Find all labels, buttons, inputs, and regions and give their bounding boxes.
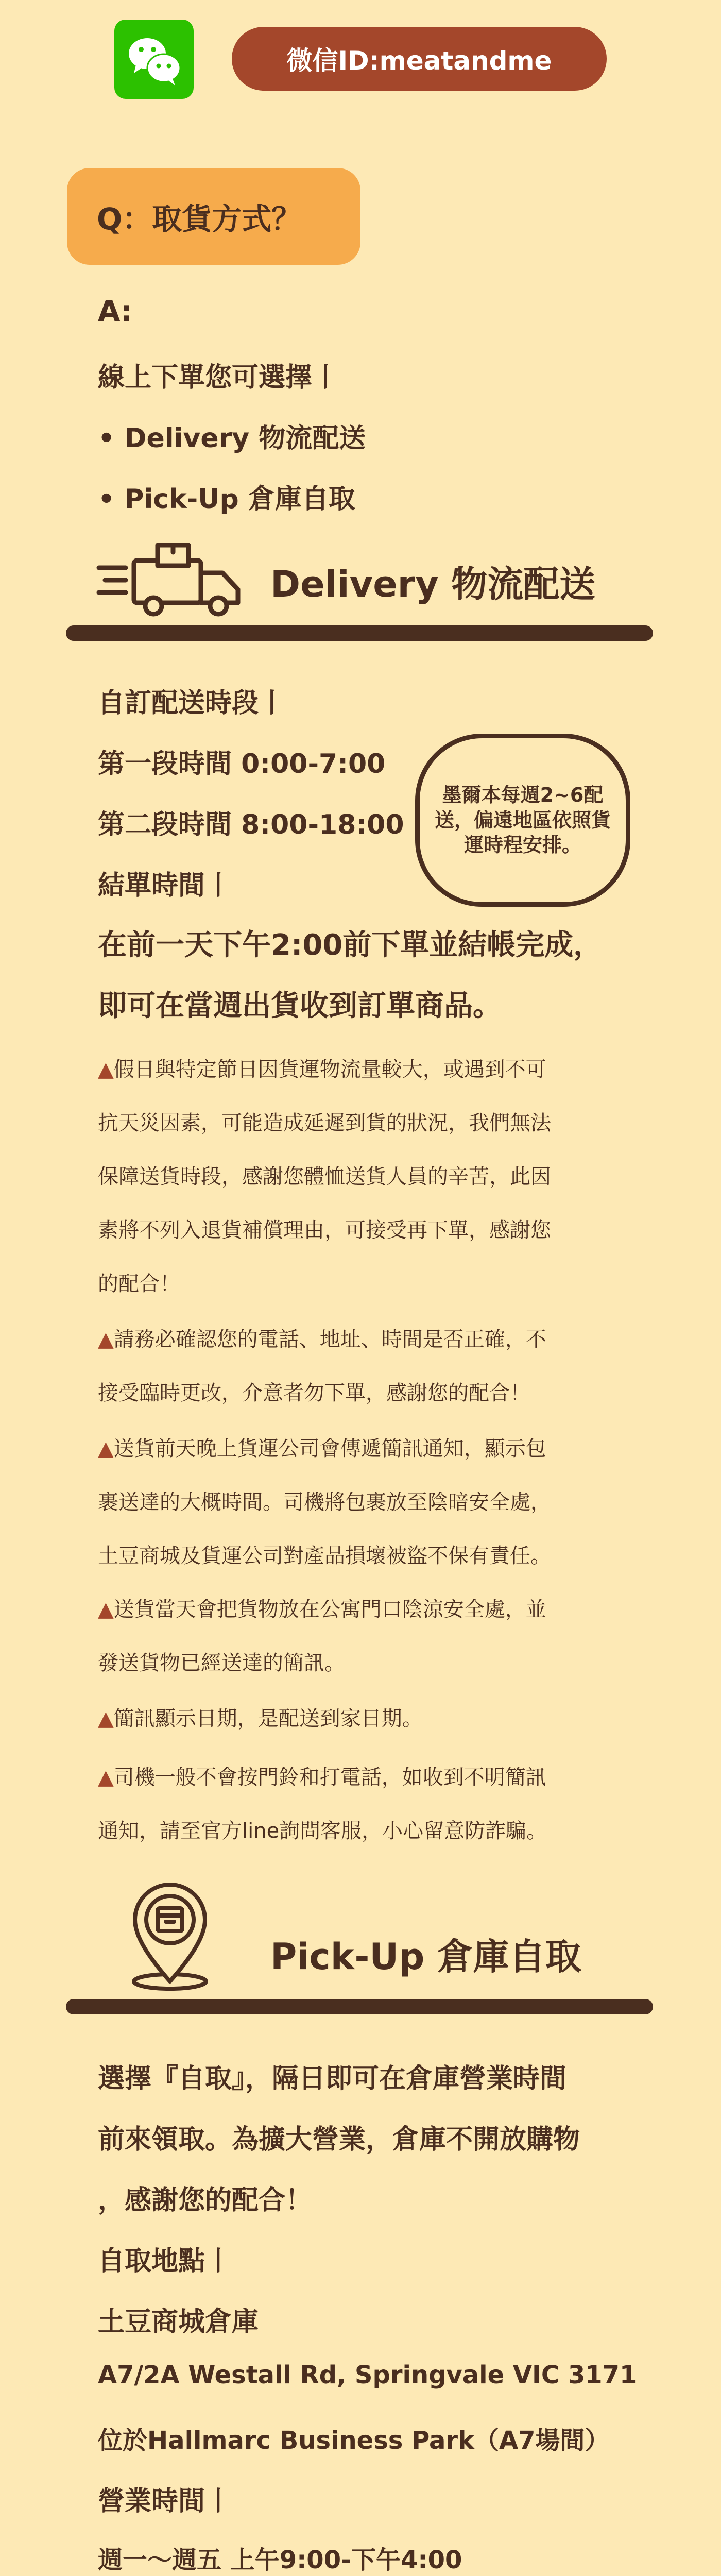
answer-label: A: [98,295,132,328]
question-badge: Q：取貨方式？ [67,168,360,265]
warning-triangle-icon: ▲ [98,1766,114,1789]
answer-intro: 線上下單您可選擇丨 [98,362,339,393]
wechat-id-badge[interactable]: 微信ID:meatandme [232,27,607,91]
pickup-hours-heading: 營業時間丨 [98,2486,232,2517]
pickup-hours-weekday: 週一～週五 上午9:00-下午4:00 [98,2546,462,2574]
delivery-section-title: Delivery 物流配送 [270,563,596,605]
delivery-note-1: ▲假日與特定節日因貨運物流量較大，或遇到不可 抗天災因素，可能造成延遲到貨的狀況，我們無法 保障送貨時段，感謝您體恤送貨人員的辛苦，此因 素將不列入退貨補償理由，可接受再下單，感謝您 的配合！ [98,1058,551,1296]
delivery-divider [66,625,653,641]
pickup-intro-line-1: 選擇『自取』，隔日即可在倉庫營業時間 [98,2063,567,2094]
delivery-slot-2: 第二段時間 8:00-18:00 [98,809,404,840]
cutoff-line-2: 即可在當週出貨收到訂單商品。 [98,989,502,1023]
delivery-note-2: ▲請務必確認您的電話、地址、時間是否正確，不 接受臨時更改，介意者勿下單，感謝您的配合！ [98,1328,546,1405]
pickup-address: A7/2A Westall Rd, Springvale VIC 3171 [98,2361,637,2389]
warning-triangle-icon: ▲ [98,1707,114,1731]
option-pickup: • Pick-Up 倉庫自取 [98,484,355,515]
pickup-location-heading: 自取地點丨 [98,2246,232,2277]
delivery-note-5: ▲簡訊顯示日期，是配送到家日期。 [98,1707,423,1731]
delivery-note-6: ▲司機一般不會按門鈴和打電話，如收到不明簡訊 通知，請至官方line詢問客服，小心留意防詐騙。 [98,1766,547,1843]
delivery-schedule-note: 墨爾本每週2~6配送，偏遠地區依照貨運時程安排。 [415,734,630,907]
warning-triangle-icon: ▲ [98,1058,114,1081]
pickup-intro-line-2: 前來領取。為擴大營業，倉庫不開放購物 [98,2124,580,2155]
delivery-slots-heading: 自訂配送時段丨 [98,688,286,719]
wechat-logo-icon [114,20,194,99]
cutoff-heading: 結單時間丨 [98,870,232,901]
delivery-truck-icon [96,540,245,617]
pickup-section-title: Pick-Up 倉庫自取 [270,1936,581,1978]
pickup-park: 位於Hallmarc Business Park（A7場間） [98,2426,610,2455]
warning-triangle-icon: ▲ [98,1328,114,1351]
pickup-location-name: 土豆商城倉庫 [98,2307,259,2337]
delivery-slot-1: 第一段時間 0:00-7:00 [98,749,386,779]
option-delivery: • Delivery 物流配送 [98,423,366,454]
delivery-note-3: ▲送貨前天晚上貨運公司會傳遞簡訊通知，顯示包 裹送達的大概時間。司機將包裹放至陰暗安全處， 土豆商城及貨運公司對產品損壞被盜不保有責任。 [98,1437,551,1568]
pickup-intro-line-3: ，感謝您的配合！ [98,2185,313,2216]
pickup-divider [66,1999,653,2014]
pickup-location-pin-icon [129,1880,211,1994]
warning-triangle-icon: ▲ [98,1598,114,1621]
delivery-note-4: ▲送貨當天會把貨物放在公寓門口陰涼安全處，並 發送貨物已經送達的簡訊。 [98,1598,546,1675]
warning-triangle-icon: ▲ [98,1437,114,1461]
cutoff-line-1: 在前一天下午2:00前下單並結帳完成， [98,928,603,962]
